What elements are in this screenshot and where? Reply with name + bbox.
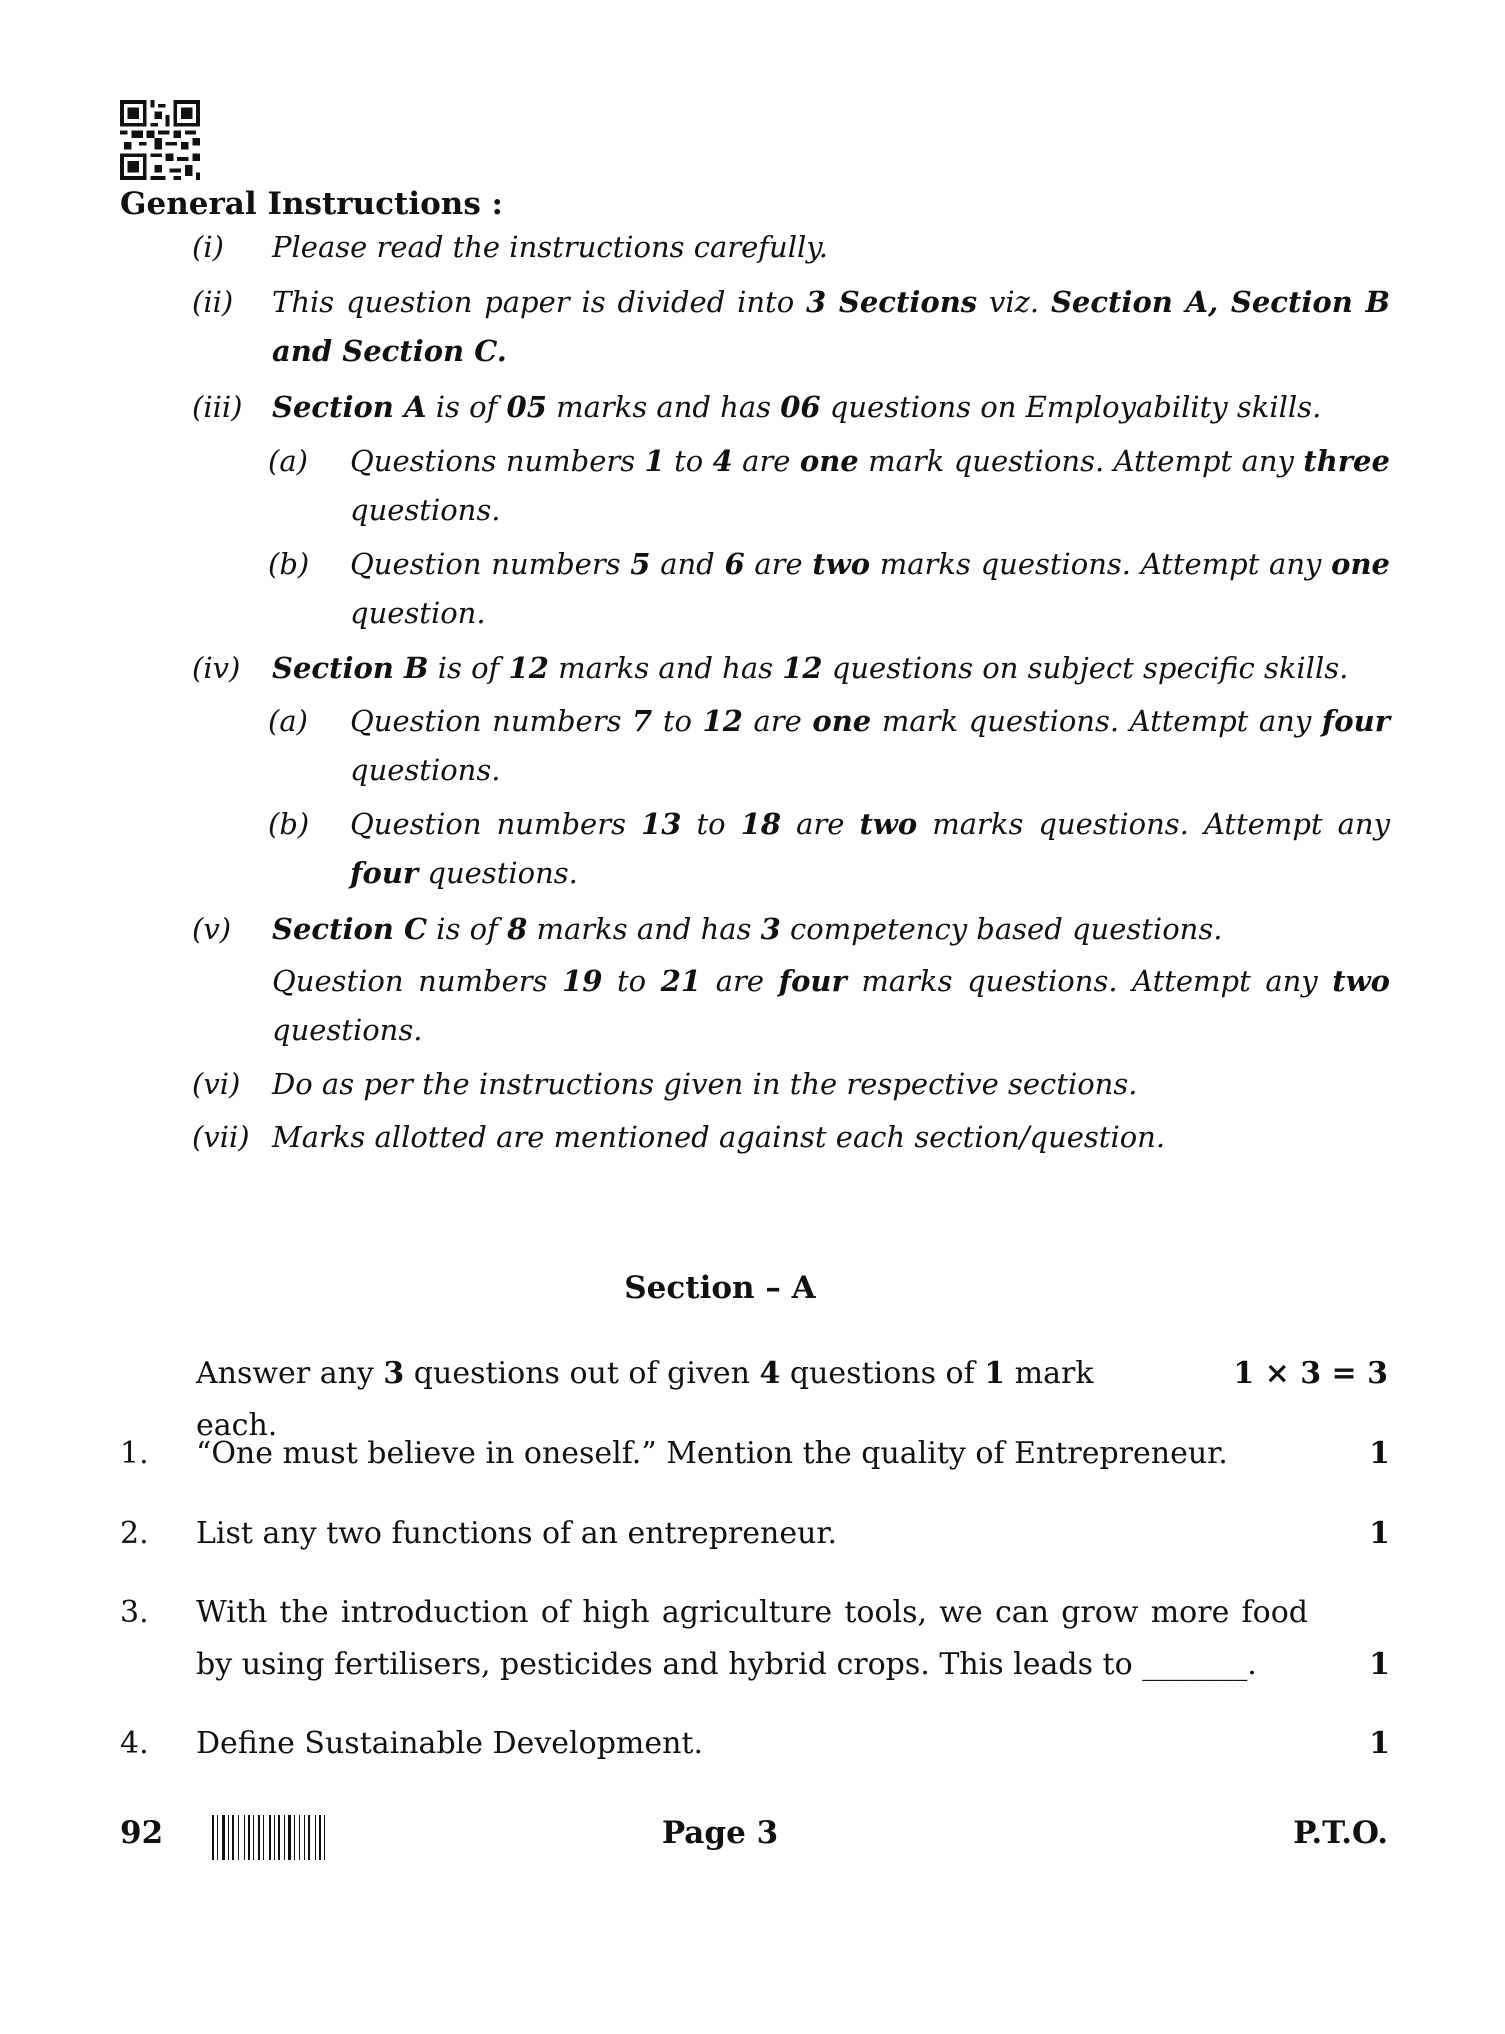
question-marks: 1 <box>1369 1436 1390 1471</box>
instruction-text: Please read the instructions carefully. <box>272 230 829 264</box>
question-marks: 1 <box>1369 1516 1390 1551</box>
instruction-item <box>268 800 1390 910</box>
instruction-text: Section A is of 05 marks and has 06 questions on Employability skills. <box>272 390 1322 424</box>
instruction-text: Section C is of 8 marks and has 3 competency based questions. <box>272 912 1223 946</box>
section-a-title: Section – A <box>624 1270 816 1306</box>
question-marks: 1 <box>1369 1726 1390 1761</box>
instruction-text: Question numbers 5 and 6 are two marks questions. Attempt any one question. <box>350 547 1391 630</box>
question-text: “One must believe in oneself.” Mention the quality of Entrepreneur. <box>196 1436 1228 1471</box>
instruction-text: Questions numbers 1 to 4 are one mark questions. Attempt any three questions. <box>350 444 1390 527</box>
page-number: Page 3 <box>661 1815 779 1851</box>
instruction-item <box>268 540 1390 650</box>
section-a-instruction-text: Answer any 3 questions out of given 4 questions of 1 mark each. <box>196 1356 1094 1443</box>
instruction-number: (ii) <box>192 285 234 319</box>
instruction-text: Do as per the instructions given in the respective sections. <box>272 1067 1138 1101</box>
instruction-number: (b) <box>268 807 310 841</box>
instruction-item <box>268 697 1390 807</box>
pto-label: P.T.O. <box>1293 1815 1388 1851</box>
instruction-item <box>192 957 1390 1067</box>
question-number: 2. <box>120 1516 149 1551</box>
question-text: List any two functions of an entrepreneur. <box>196 1516 837 1551</box>
question-number: 4. <box>120 1726 149 1761</box>
instruction-number: (a) <box>268 704 308 738</box>
instruction-number: (vii) <box>192 1120 250 1154</box>
instruction-text: Question numbers 7 to 12 are one mark questions. Attempt any four questions. <box>350 704 1390 787</box>
paper-code: 92 <box>120 1815 164 1851</box>
general-instructions-title: General Instructions : <box>120 186 504 222</box>
instruction-number: (iii) <box>192 390 243 424</box>
instruction-number: (b) <box>268 547 310 581</box>
instruction-number: (i) <box>192 230 224 264</box>
question-item <box>120 1587 1390 1697</box>
instruction-text: This question paper is divided into 3 Sections viz. Section A, Section B and Section C. <box>272 285 1391 368</box>
instruction-text: Marks allotted are mentioned against each section/question. <box>272 1120 1166 1154</box>
instruction-text: Question numbers 19 to 21 are four marks questions. Attempt any two questions. <box>272 964 1390 1047</box>
instruction-text: Question numbers 13 to 18 are two marks questions. Attempt any four questions. <box>350 807 1390 890</box>
section-a-marks: 1 × 3 = 3 <box>1233 1356 1388 1391</box>
question-number: 1. <box>120 1436 149 1471</box>
question-text: Define Sustainable Development. <box>196 1726 704 1761</box>
instruction-number: (v) <box>192 912 232 946</box>
question-marks: 1 <box>1369 1647 1390 1682</box>
question-text: With the introduction of high agriculture tools, we can grow more food by using fertilisers, pesticides and hybrid crops. This leads to _______. <box>196 1595 1308 1682</box>
instruction-item <box>192 1113 1390 1223</box>
instruction-number: (iv) <box>192 651 241 685</box>
instruction-item <box>192 278 1390 388</box>
instruction-item <box>268 437 1390 547</box>
question-item <box>120 1718 1390 1828</box>
instruction-text: Section B is of 12 marks and has 12 questions on subject specific skills. <box>272 651 1349 685</box>
qr-code-icon <box>120 100 200 180</box>
instruction-number: (a) <box>268 444 308 478</box>
instruction-number: (vi) <box>192 1067 241 1101</box>
question-number: 3. <box>120 1595 149 1630</box>
